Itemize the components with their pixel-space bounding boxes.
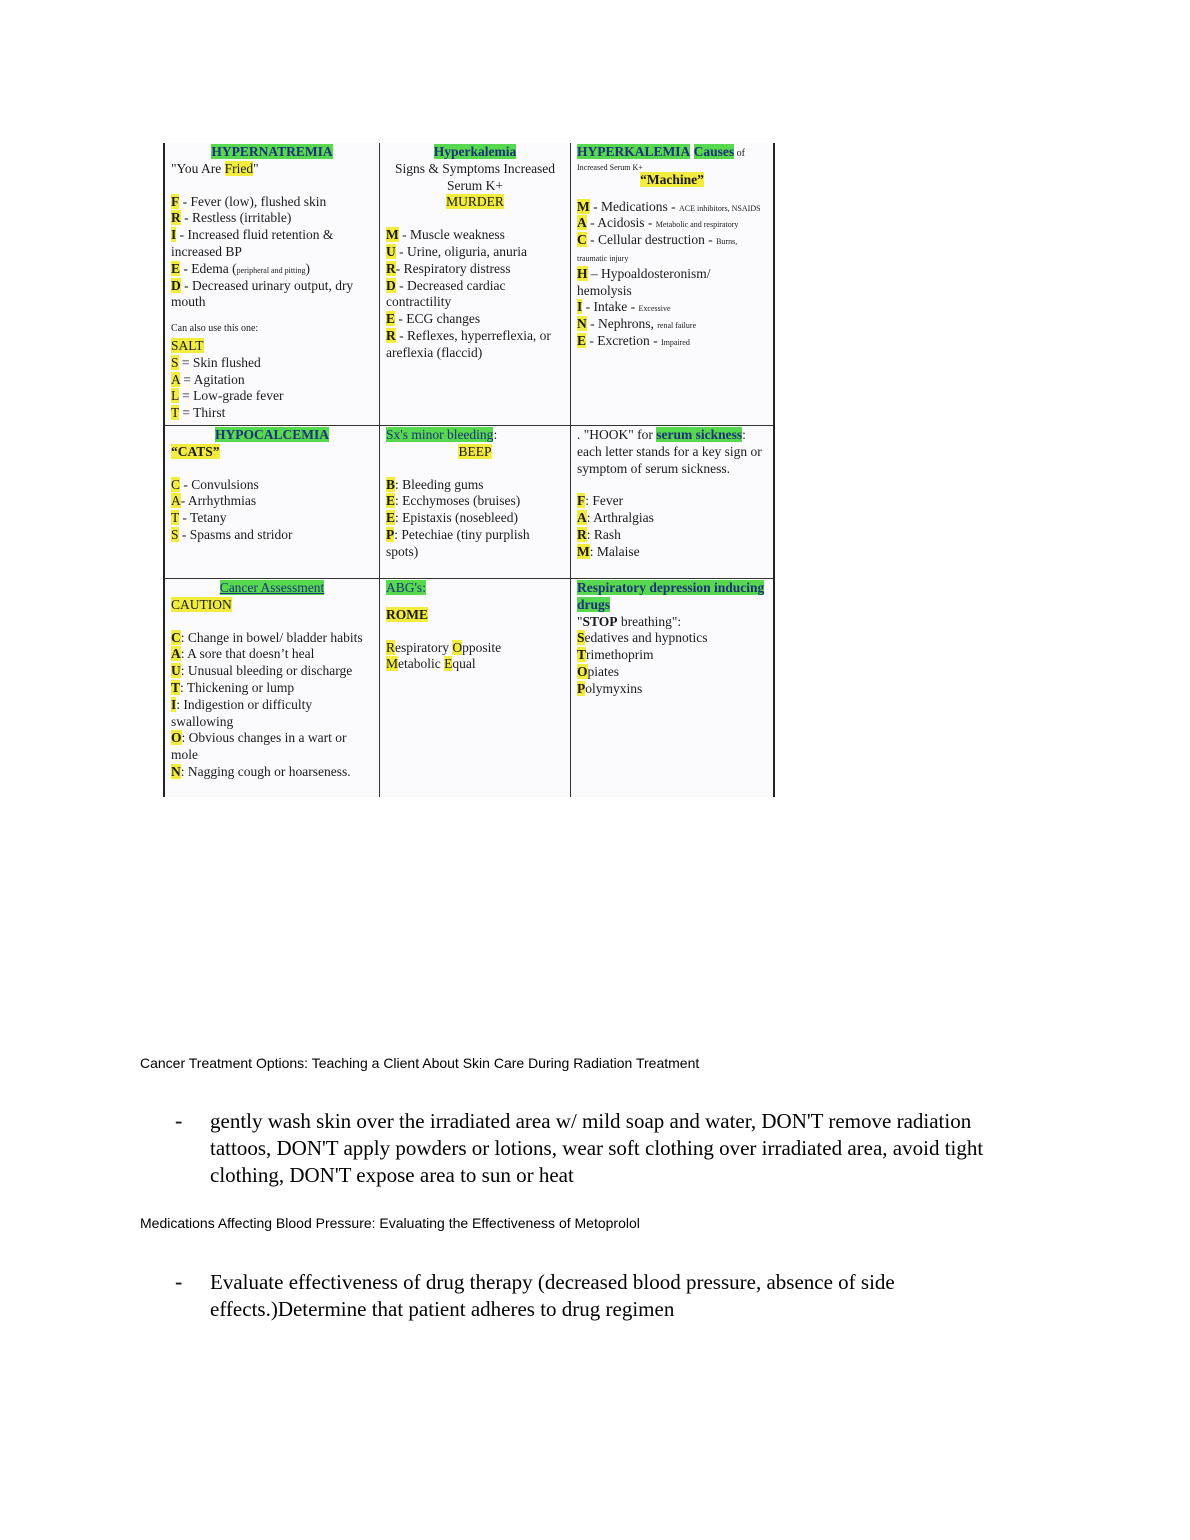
list-item: M: Malaise <box>577 543 640 559</box>
bullet-dash: - <box>175 1108 183 1133</box>
minor-bleeding-cell: Sx's minor bleeding: BEEP B: Bleeding gums E: Ecchymoses (bruises) E: Epistaxis (nosebleed) P: Petechiae (tiny purplish spots) <box>380 426 571 579</box>
serum-sickness-intro: . "HOOK" for serum sickness: each letter stands for a key sign or symptom of serum sickness. <box>577 427 762 476</box>
list-item: R- Respiratory distress <box>386 260 511 276</box>
section-heading-metoprolol: Medications Affecting Blood Pressure: Evaluating the Effectiveness of Metoprolol <box>140 1215 640 1231</box>
abg-cell <box>380 579 571 797</box>
list-item: E - ECG changes <box>386 311 481 327</box>
list-item: T - Tetany <box>171 510 227 526</box>
list-item: I - Intake - Excessive <box>577 299 671 315</box>
list-item: Sedatives and hypnotics <box>577 630 708 646</box>
list-item: D - Decreased urinary output, dry mouth <box>171 277 354 310</box>
list-item: E: Ecchymoses (bruises) <box>386 493 521 509</box>
list-item: T = Thirst <box>171 405 226 421</box>
list-item: A = Agitation <box>171 371 245 387</box>
list-item: A: A sore that doesn’t heal <box>171 646 315 662</box>
section-heading-radiation: Cancer Treatment Options: Teaching a Client About Skin Care During Radiation Treatment <box>140 1055 700 1071</box>
abg-mnemonic: ROME <box>386 606 428 622</box>
hyperkalemia-causes-mnemonic: “Machine” <box>640 171 704 187</box>
list-item: T: Thickening or lump <box>171 679 295 695</box>
list-item: S - Spasms and stridor <box>171 526 293 542</box>
list-item: P: Petechiae (tiny purplish spots) <box>386 526 530 559</box>
list-item: E: Epistaxis (nosebleed) <box>386 510 518 526</box>
list-item: L = Low-grade fever <box>171 388 284 404</box>
cancer-assessment-title: Cancer Assessment <box>219 580 325 595</box>
list-item: Opiates <box>577 663 620 679</box>
hypernatremia-mnemonic: "You Are Fried" <box>171 160 259 176</box>
list-item: U: Unusual bleeding or discharge <box>171 663 353 679</box>
list-item: Respiratory Opposite <box>386 639 502 655</box>
list-item: F - Fever (low), flushed skin <box>171 193 327 209</box>
bullet-dash: - <box>175 1269 183 1294</box>
list-item: Metabolic Equal <box>386 656 476 672</box>
list-item: R: Rash <box>577 526 621 542</box>
list-item: C: Change in bowel/ bladder habits <box>171 629 363 645</box>
respiratory-depression-mnemonic: "STOP breathing": <box>577 613 682 629</box>
list-item: A- Arrhythmias <box>171 493 257 509</box>
hyperkalemia-causes-subtitle: Increased Serum K+ <box>577 162 643 172</box>
list-item: I - Increased fluid retention & increased BP <box>171 227 334 259</box>
list-item: Polymyxins <box>577 680 643 696</box>
list-item: F: Fever <box>577 493 624 509</box>
list-item: Trimethoprim <box>577 647 654 663</box>
cancer-assessment-mnemonic: CAUTION <box>171 596 232 612</box>
hyperkalemia-title: Hyperkalemia <box>433 144 517 159</box>
list-item: A: Arthralgias <box>577 510 654 526</box>
respiratory-depression-cell <box>571 579 773 797</box>
list-item: N - Nephrons, renal failure <box>577 316 697 332</box>
list-item: B: Bleeding gums <box>386 476 484 492</box>
list-item: O: Obvious changes in a wart or mole <box>171 730 347 763</box>
cancer-assessment-cell <box>165 579 380 797</box>
list-item: U - Urine, oliguria, anuria <box>386 243 527 259</box>
minor-bleeding-title: Sx's minor bleeding <box>386 427 494 442</box>
hyperkalemia-cell <box>380 143 571 426</box>
list-item: R - Reflexes, hyperreflexia, or areflexia (flaccid) <box>386 327 551 360</box>
hypocalcemia-title: HYPOCALCEMIA <box>215 427 329 442</box>
list-item: E - Excretion - Impaired <box>577 332 690 348</box>
list-item: M - Muscle weakness <box>386 227 505 243</box>
hypernatremia-title: HYPERNATREMIA <box>211 144 333 159</box>
alt-mnemonic: SALT <box>171 337 204 353</box>
section-body-radiation: gently wash skin over the irradiated area w/ mild soap and water, DON'T remove radiation tattoos, DON'T apply powders or lotions, wear soft clothing over irradiated area, avoid tight clothing, DON'T expose area to sun or heat <box>210 1109 984 1187</box>
respiratory-depression-title: Respiratory depression inducing drugs <box>577 580 765 612</box>
mnemonic-chart-image <box>163 143 775 797</box>
section-body-metoprolol: Evaluate effectiveness of drug therapy (decreased blood pressure, absence of side effects.)Determine that patient adheres to drug regimen <box>210 1270 895 1321</box>
hypernatremia-cell <box>165 143 380 426</box>
list-item: I: Indigestion or difficulty swallowing <box>171 696 313 729</box>
hypocalcemia-mnemonic: “CATS” <box>171 443 220 459</box>
list-item: R - Restless (irritable) <box>171 210 292 226</box>
alt-note: Can also use this one: <box>171 323 259 335</box>
list-item: S = Skin flushed <box>171 354 261 370</box>
list-item: D - Decreased cardiac contractility <box>386 277 506 310</box>
hyperkalemia-causes-title: HYPERKALEMIA <box>577 144 691 159</box>
list-item: C - Cellular destruction - Burns, traumatic injury <box>577 232 738 263</box>
hyperkalemia-subtitle: Signs & Symptoms Increased Serum K+ <box>394 160 556 193</box>
list-item: M - Medications - ACE inhibitors, NSAIDS <box>577 198 761 214</box>
minor-bleeding-mnemonic: BEEP <box>458 443 492 459</box>
list-item: E - Edema (peripheral and pitting) <box>171 260 310 276</box>
list-item: N: Nagging cough or hoarseness. <box>171 763 351 779</box>
hyperkalemia-causes-cell: HYPERKALEMIA Causes of Increased Serum K+ “Machine” M - Medications - ACE inhibitors, NSAIDS A - Acidosis - Metabolic and respiratory C - Cellular destruction - Burns, traumatic injury H – Hypoaldosteronism/ hemolysis I - Intake - Excessive N - Nephrons, renal failure E - Excretion - Impaired <box>571 143 773 426</box>
list-item: C - Convulsions <box>171 476 259 492</box>
abg-title: ABG's: <box>386 580 426 595</box>
list-item: A - Acidosis - Metabolic and respiratory <box>577 215 739 231</box>
list-item: H – Hypoaldosteronism/ hemolysis <box>577 265 711 298</box>
hypocalcemia-cell <box>165 426 380 579</box>
serum-sickness-cell <box>571 426 773 579</box>
hyperkalemia-mnemonic: MURDER <box>446 194 504 210</box>
